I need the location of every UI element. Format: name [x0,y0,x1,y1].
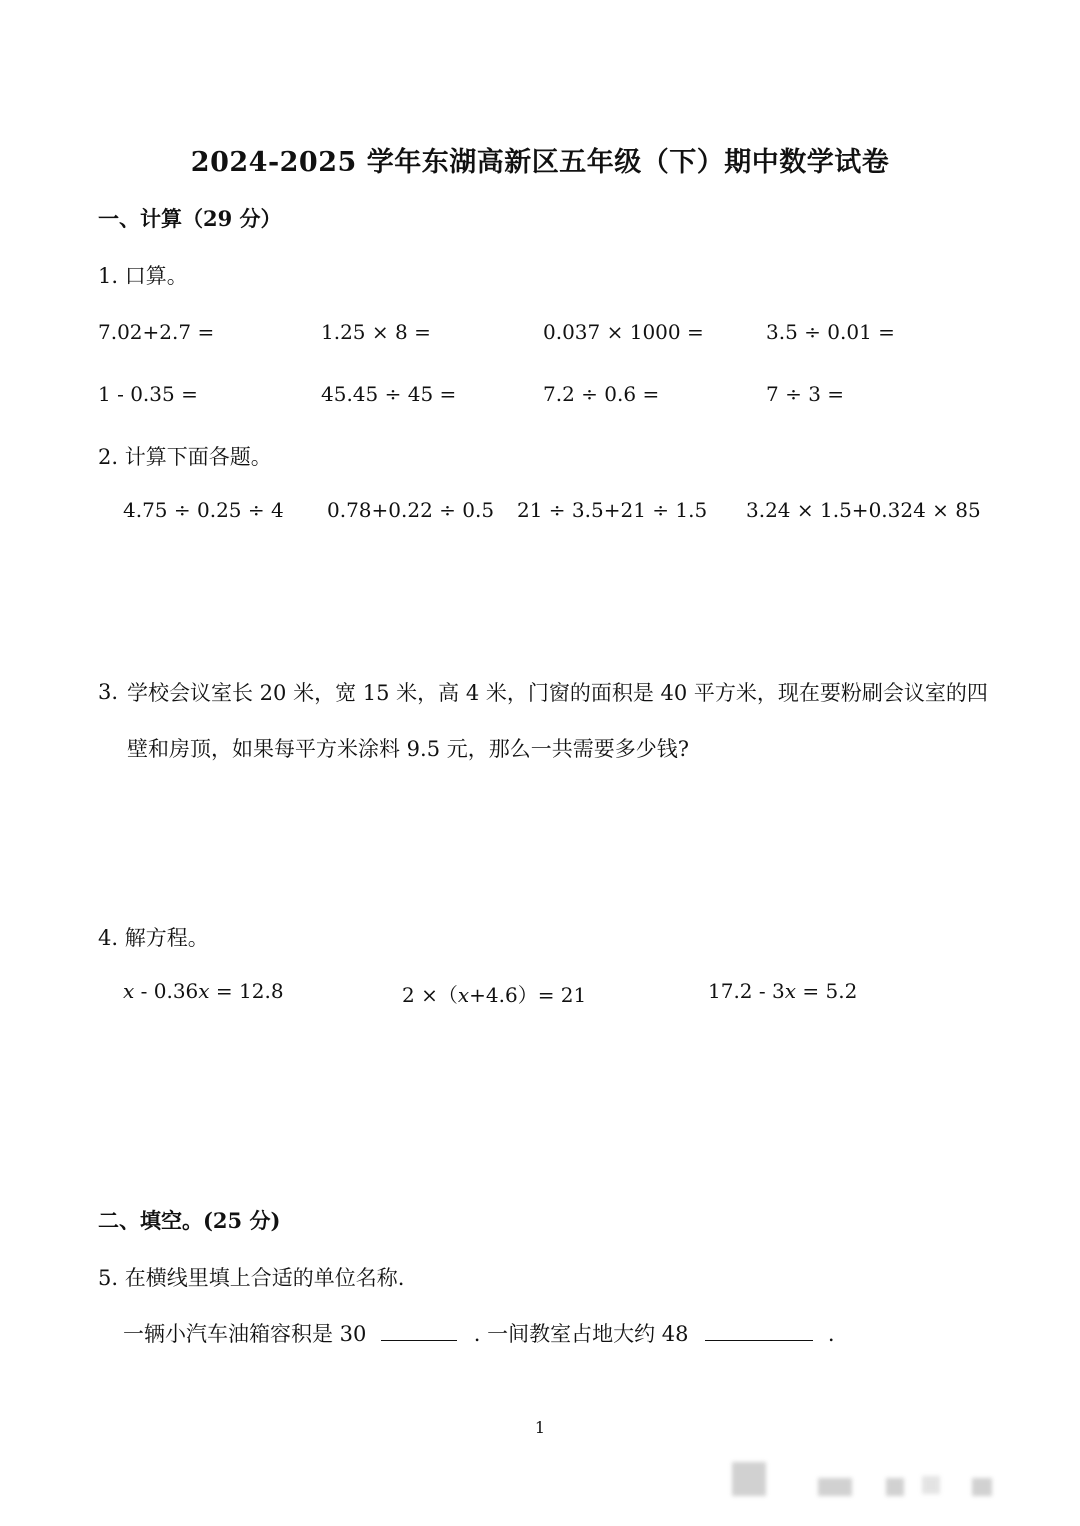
q4-equation: x - 0.36x = 12.8 [123,979,284,1003]
q1-expr: 3.5 ÷ 0.01 = [766,320,895,344]
q1-heading: 1. 口算。 [98,264,188,288]
page-number: 1 [534,1418,546,1437]
answer-blank[interactable] [705,1322,813,1341]
section-2-heading: 二、填空。(25 分) [98,1208,281,1233]
page-title: 2024-2025 学年东湖高新区五年级（下）期中数学试卷 [190,147,890,178]
q3-text-line2: 壁和房顶，如果每平方米涂料 9.5 元，那么一共需要多少钱? [127,737,690,761]
q1-expr: 7.02+2.7 = [98,320,215,344]
q4-equation: 17.2 - 3x = 5.2 [708,979,858,1003]
q1-expr: 1.25 × 8 = [321,320,431,344]
q5-heading: 5. 在横线里填上合适的单位名称. [98,1266,405,1290]
section-1-heading: 一、计算（29 分） [98,206,282,231]
watermark-blur [818,1478,852,1496]
answer-blank[interactable] [381,1322,457,1341]
q2-expr: 0.78+0.22 ÷ 0.5 [327,498,495,522]
watermark-blur [886,1478,904,1496]
q5-end: . [827,1322,835,1346]
q5-part1: 一辆小汽车油箱容积是 30 [123,1322,367,1346]
q2-expr: 21 ÷ 3.5+21 ÷ 1.5 [517,498,708,522]
q5-fill-line [123,1318,835,1348]
q4-equation: 2 ×（x+4.6）= 21 [402,983,587,1007]
q2-heading: 2. 计算下面各题。 [98,445,272,469]
q2-expr: 4.75 ÷ 0.25 ÷ 4 [123,498,284,522]
q1-expr: 7.2 ÷ 0.6 = [543,382,660,406]
q3-text-line1: 学校会议室长 20 米，宽 15 米，高 4 米，门窗的面积是 40 平方米，现在要粉刷会议室的四 [127,681,988,705]
q3-number: 3. [98,680,119,704]
q1-expr: 0.037 × 1000 = [543,320,704,344]
q4-heading: 4. 解方程。 [98,926,209,950]
q1-expr: 45.45 ÷ 45 = [321,382,457,406]
watermark-blur [922,1476,940,1494]
q1-expr: 7 ÷ 3 = [766,382,845,406]
q2-expr: 3.24 × 1.5+0.324 × 85 [746,498,981,522]
q5-separator: . 一间教室占地大约 48 [473,1322,689,1346]
watermark-blur [972,1478,992,1496]
q1-expr: 1 - 0.35 = [98,382,198,406]
watermark-blur [732,1462,766,1496]
